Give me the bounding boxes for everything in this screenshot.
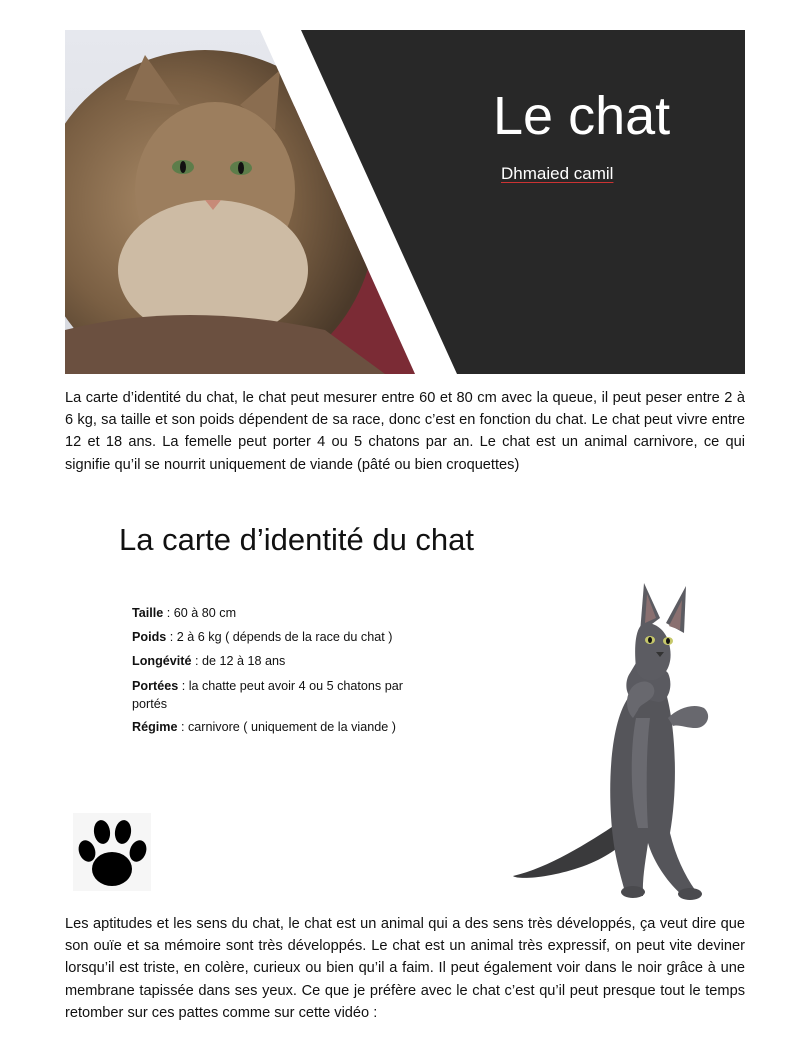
fact-litters [132,678,432,713]
fact-value: : 60 à 80 cm [163,606,237,620]
fact-label: Portées [132,679,179,693]
fact-diet [132,719,396,737]
fact-value: : 2 à 6 kg ( dépends de la race du chat ) [166,630,393,644]
cover-graphic [65,30,745,374]
intro-paragraph: La carte d’identité du chat, le chat peut mesurer entre 60 et 80 cm avec la queue, il peut peser entre 2 à 6 kg, sa taille et son poids dépendent de sa race, donc c’est en fonction du chat. Le chat peut vivre entre 12 et 18 ans. La femelle peut porter 4 ou 5 chatons par an. Le chat est un animal carnivore, ce qui signifie qu’il se nourrit uniquement de viande (pâté ou bien croquettes) [65,390,745,473]
fact-weight [132,629,392,647]
author-name: Dhmaied camil [501,164,614,183]
cover-banner [65,30,745,374]
standing-grey-cat-photo [508,578,730,904]
fact-label: Poids [132,630,167,644]
fact-label: Régime [132,720,178,734]
fact-longevity [132,653,285,671]
fact-label: Taille [132,606,164,620]
fact-label: Longévité [132,654,192,668]
fact-size [132,605,236,623]
paw-print-icon [73,813,151,891]
fact-value: : carnivore ( uniquement de la viande ) [177,720,396,734]
fact-value: : de 12 à 18 ans [191,654,286,668]
identity-card-title: La carte d’identité du chat [119,522,475,557]
document-title: Le chat [493,86,671,146]
senses-paragraph: Les aptitudes et les sens du chat, le chat est un animal qui a des sens très développés, ça veut dire que son ouïe et sa mémoire sont très développés. Le chat est un animal très expressif, on peut vite deviner lorsqu’il est triste, en colère, curieux ou bien qu’il a faim. Il peut également voir dans le noir grâce à une membrane tapissée dans ses yeux. Ce que je préfère avec le chat c’est qu’il peut presque tout le temps retomber sur ces pattes comme sur cette vidéo : [65,916,745,1021]
fact-value: : la chatte peut avoir 4 ou 5 chatons par portés [132,679,403,711]
